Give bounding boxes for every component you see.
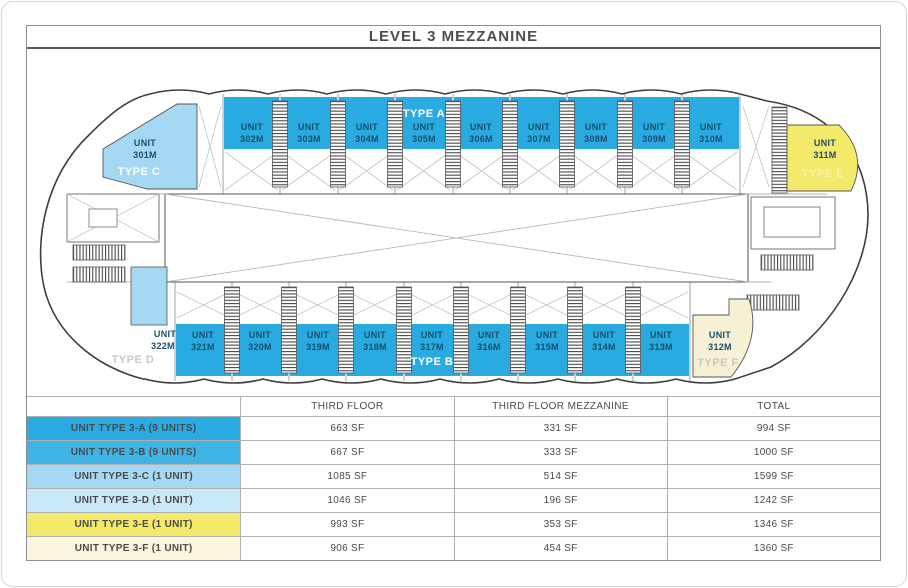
header-third-floor: THIRD FLOOR [240,396,453,416]
table-row-type-e [27,512,880,536]
svg-text:305M: 305M [412,134,436,144]
type-e-label: TYPE E [801,168,845,180]
row-third-floor: 667 SF [240,440,453,464]
svg-text:UNIT: UNIT [699,122,723,132]
row-total: 1360 SF [667,536,880,560]
header-total: TOTAL [667,396,880,416]
table-row-type-f [27,536,880,560]
svg-text:UNIT: UNIT [248,330,272,340]
page-title: LEVEL 3 MEZZANINE [368,28,539,45]
row-mezzanine: 353 SF [454,512,667,536]
row-mezzanine: 514 SF [454,464,667,488]
svg-text:UNIT: UNIT [355,122,379,132]
svg-text:UNIT: UNIT [297,122,321,132]
svg-text:UNIT: UNIT [477,330,501,340]
unit-summary-table [27,396,880,560]
row-total: 994 SF [667,416,880,440]
svg-text:301M: 301M [133,150,157,160]
svg-text:316M: 316M [477,342,501,352]
svg-text:UNIT: UNIT [412,122,436,132]
svg-text:UNIT: UNIT [592,330,616,340]
svg-text:UNIT: UNIT [527,122,551,132]
svg-text:UNIT: UNIT [420,330,444,340]
svg-text:UNIT: UNIT [240,122,264,132]
row-label: UNIT TYPE 3-D (1 UNIT) [27,488,240,512]
row-third-floor: 993 SF [240,512,453,536]
row-label: UNIT TYPE 3-E (1 UNIT) [27,512,240,536]
svg-text:322M: 322M [151,341,175,351]
type-c-label: TYPE C [117,166,161,178]
title-band [27,26,880,49]
row-third-floor: 1046 SF [240,488,453,512]
row-total: 1000 SF [667,440,880,464]
header-blank [27,396,240,416]
table-row-type-b [27,440,880,464]
svg-text:304M: 304M [355,134,379,144]
sheet-frame [26,25,881,561]
row-third-floor: 1085 SF [240,464,453,488]
header-mezzanine: THIRD FLOOR MEZZANINE [454,396,667,416]
svg-text:UNIT: UNIT [469,122,493,132]
floorplan-svg [27,49,880,396]
svg-text:302M: 302M [240,134,264,144]
svg-text:UNIT: UNIT [153,329,177,339]
type-f-label: TYPE F [697,357,739,369]
floorplan [27,49,880,396]
svg-text:312M: 312M [708,342,732,352]
row-label: UNIT TYPE 3-A (9 UNITS) [27,416,240,440]
table-row-type-a [27,416,880,440]
row-total: 1242 SF [667,488,880,512]
row-third-floor: 906 SF [240,536,453,560]
svg-text:307M: 307M [527,134,551,144]
row-label: UNIT TYPE 3-F (1 UNIT) [27,536,240,560]
type-b-label: TYPE B [410,356,454,368]
svg-text:306M: 306M [469,134,493,144]
row-third-floor: 663 SF [240,416,453,440]
row-label: UNIT TYPE 3-B (9 UNITS) [27,440,240,464]
atrium-open-to-below [165,194,748,282]
row-total: 1599 SF [667,464,880,488]
svg-text:303M: 303M [297,134,321,144]
svg-text:313M: 313M [649,342,673,352]
table-header-row [27,396,880,416]
svg-text:UNIT: UNIT [306,330,330,340]
svg-text:UNIT: UNIT [642,122,666,132]
svg-text:314M: 314M [592,342,616,352]
svg-text:308M: 308M [584,134,608,144]
svg-text:UNIT: UNIT [584,122,608,132]
row-mezzanine: 331 SF [454,416,667,440]
svg-text:309M: 309M [642,134,666,144]
svg-text:318M: 318M [363,342,387,352]
row-mezzanine: 196 SF [454,488,667,512]
type-a-label: TYPE A [402,108,446,120]
svg-text:UNIT: UNIT [813,138,837,148]
svg-text:UNIT: UNIT [649,330,673,340]
svg-text:UNIT: UNIT [535,330,559,340]
svg-text:UNIT: UNIT [708,330,732,340]
svg-text:320M: 320M [248,342,272,352]
row-mezzanine: 454 SF [454,536,667,560]
row-mezzanine: 333 SF [454,440,667,464]
unit-322m-mezz-shape [131,267,167,325]
svg-text:317M: 317M [420,342,444,352]
table-row-type-d [27,488,880,512]
type-d-label: TYPE D [111,354,155,366]
svg-text:UNIT: UNIT [133,138,157,148]
svg-text:319M: 319M [306,342,330,352]
row-label: UNIT TYPE 3-C (1 UNIT) [27,464,240,488]
svg-text:UNIT: UNIT [191,330,215,340]
svg-text:311M: 311M [813,150,837,160]
svg-text:321M: 321M [191,342,215,352]
svg-text:310M: 310M [699,134,723,144]
svg-text:315M: 315M [535,342,559,352]
row-total: 1346 SF [667,512,880,536]
table-row-type-c [27,464,880,488]
svg-text:UNIT: UNIT [363,330,387,340]
